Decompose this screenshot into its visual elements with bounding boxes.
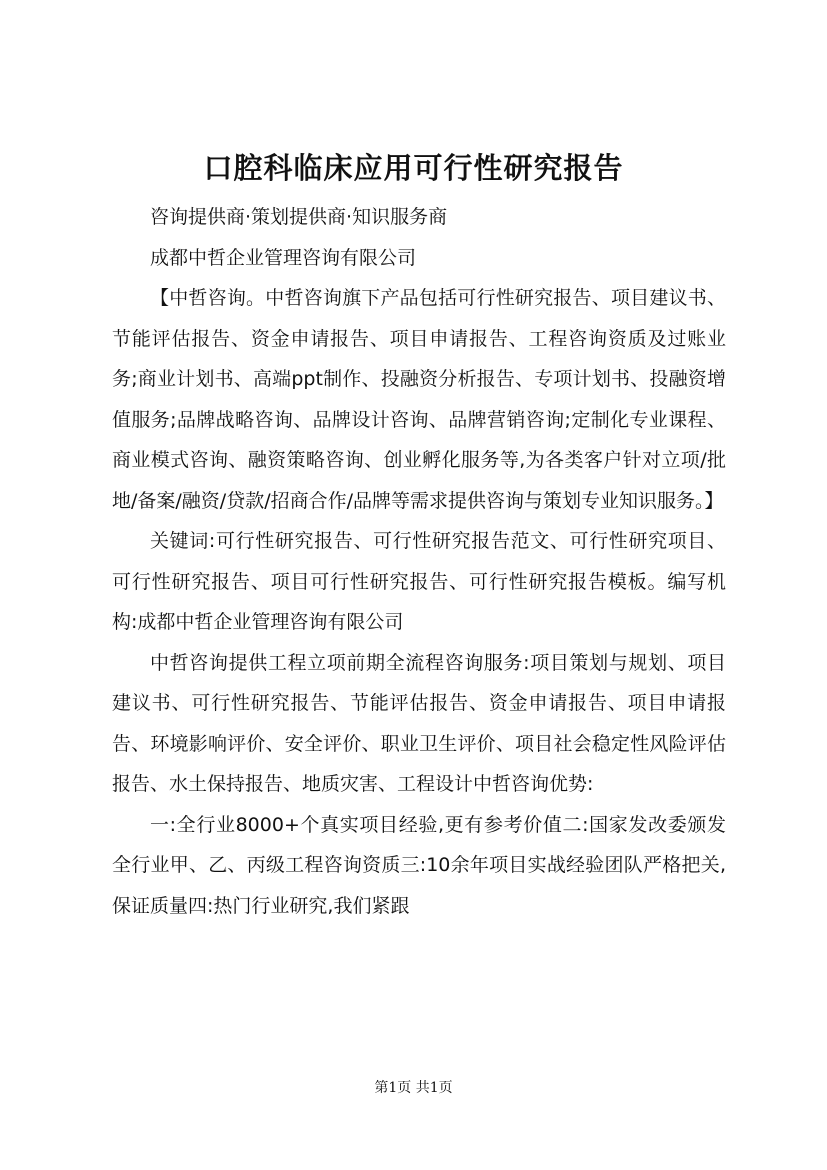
paragraph-services: 中哲咨询提供工程立项前期全流程咨询服务:项目策划与规划、项目建议书、可行性研究报告、节能评估报告、资金申请报告、项目申请报告、环境影响评价、安全评价、职业卫生评价、项目社会稳定性风险评估报告、水土保持报告、地质灾害、工程设计中哲咨询优势: bbox=[112, 651, 726, 795]
paragraph-keywords: 关键词:可行性研究报告、可行性研究报告范文、可行性研究项目、可行性研究报告、项目可行性研究报告、可行性研究报告模板。编写机构:成都中哲企业管理咨询有限公司 bbox=[112, 530, 726, 633]
paragraph-tagline: 咨询提供商·策划提供商·知识服务商 bbox=[150, 206, 448, 228]
paragraph-company: 成都中哲企业管理咨询有限公司 bbox=[150, 246, 417, 269]
document-title: 口腔科临床应用可行性研究报告 bbox=[203, 151, 624, 185]
document-body bbox=[112, 197, 726, 926]
paragraph-advantages: 一:全行业8000+个真实项目经验,更有参考价值二:国家发改委颁发全行业甲、乙、丙级工程咨询资质三:10余年项目实战经验团队严格把关,保证质量四:热门行业研究,我们紧跟 bbox=[112, 813, 726, 917]
page-footer: 第1页 共1页 bbox=[374, 1080, 453, 1096]
paragraph-intro: 【中哲咨询。中哲咨询旗下产品包括可行性研究报告、项目建议书、节能评估报告、资金申请报告、项目申请报告、工程咨询资质及过账业务;商业计划书、高端ppt制作、投融资分析报告、专项计划书、投融资增值服务;品牌战略咨询、品牌设计咨询、品牌营销咨询;定制化专业课程、商业模式咨询、融资策略咨询、创业孵化服务等,为各类客户针对立项/批地/备案/融资/贷款/招商合作/品牌等需求提供咨询与策划专业知识服务。】 bbox=[112, 287, 726, 512]
